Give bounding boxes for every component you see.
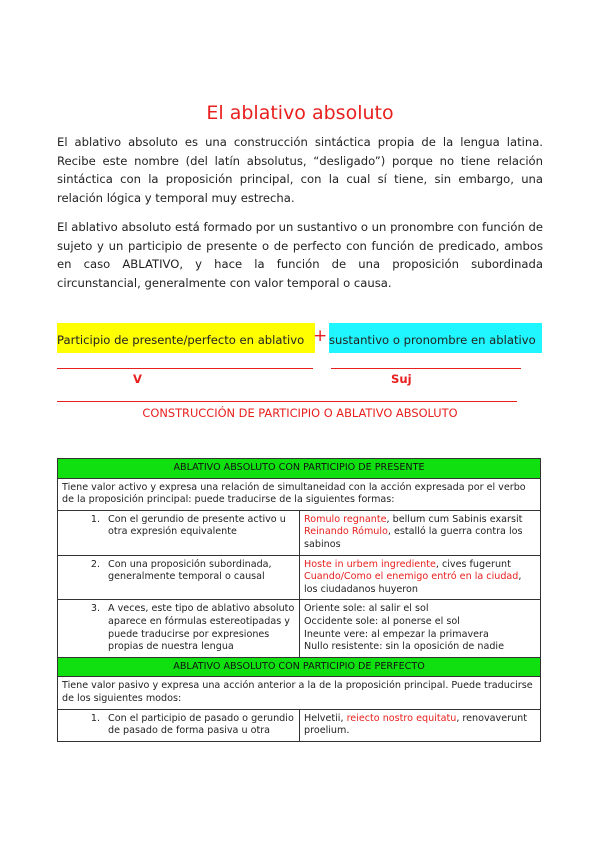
table-row [58, 555, 541, 600]
perfect-description: Tiene valor pasivo y expresa una acción anterior a la de la proposición principal. Puede traducirse de los siguientes modos: [58, 677, 541, 709]
row-description: Con una proposición subordinada, generalmente temporal o causal [108, 558, 272, 583]
perfect-header: ABLATIVO ABSOLUTO CON PARTICIPIO DE PERFECTO [58, 657, 541, 677]
present-description: Tiene valor activo y expresa una relación de simultaneidad con la acción expresada por el verbo de la proposición principal: puede traducirse de la siguientes formas: [58, 478, 541, 510]
example-latin-rest: , bellum cum Sabinis exarsit [386, 513, 523, 525]
row-number: 1. [90, 513, 100, 525]
ablative-table [57, 458, 541, 742]
row-number: 3. [90, 603, 100, 615]
page-title: El ablativo absoluto [206, 102, 394, 124]
row-example [300, 510, 541, 555]
formula-line: Oriente sole: al salir el sol [304, 603, 429, 615]
table-row [58, 709, 541, 741]
row-description: Con el participio de pasado o gerundio de pasado de forma pasiva u otra [108, 712, 294, 737]
row-number: 2. [90, 558, 100, 570]
example-latin-start: Helvetii, [304, 712, 347, 724]
verb-label: V [133, 372, 142, 386]
noun-highlight: sustantivo o pronombre en ablativo [329, 323, 542, 353]
construction-underline [57, 401, 517, 402]
plus-sign: + [313, 326, 328, 346]
example-latin-rest: , cives fugerunt [435, 558, 511, 570]
example-latin-highlight: Romulo regnante [304, 513, 387, 525]
row-example [300, 709, 541, 741]
example-translation-rest: , los ciudadanos huyeron [304, 571, 522, 595]
row-description: A veces, este tipo de ablativo absoluto aparece en fórmulas estereotipadas y puede traducirse por expresiones propias de nuestra lengua [108, 603, 295, 653]
example-latin-rest: , renovaverunt proelium. [304, 712, 528, 737]
participle-highlight: Participio de presente/perfecto en ablativo [57, 323, 315, 353]
formula-line: Ineunte vere: al empezar la primavera [304, 628, 489, 640]
verb-underline [57, 368, 313, 369]
formula-line: Nullo resistente: sin la oposición de nadie [304, 641, 504, 653]
example-translation-rest: , estalló la guerra contra los sabinos [304, 526, 523, 550]
subject-underline [331, 368, 521, 369]
example-translation-highlight: Reinando Rómulo [304, 526, 388, 538]
example-latin-highlight: Hoste in urbem ingrediente [304, 558, 436, 570]
row-example [300, 555, 541, 600]
construction-label: CONSTRUCCIÓN DE PARTICIPIO O ABLATIVO ABSOLUTO [142, 406, 458, 420]
table-row [58, 600, 541, 657]
subject-label: Suj [391, 372, 412, 386]
example-latin-highlight: reiecto nostro equitatu [346, 712, 457, 724]
row-number: 1. [90, 712, 100, 724]
example-translation-highlight: Cuando/Como el enemigo entró en la ciudad [304, 571, 519, 583]
present-header: ABLATIVO ABSOLUTO CON PARTICIPIO DE PRESENTE [58, 459, 541, 479]
formula-line: Occidente sole: al ponerse el sol [304, 615, 460, 627]
row-description: Con el gerundio de presente activo u otra expresión equivalente [108, 513, 286, 538]
row-example [300, 600, 541, 657]
table-row [58, 510, 541, 555]
intro-paragraph-1: El ablativo absoluto es una construcción sintáctica propia de la lengua latina. Recibe este nombre (del latín absolutus, “desligado”) porque no tiene relación sintáctica con la proposición principal, con la cual sí tiene, sin embargo, una relación lógica y temporal muy estrecha. [57, 135, 543, 205]
intro-paragraph-2: El ablativo absoluto está formado por un sustantivo o un pronombre con función de sujeto y un participio de presente o de perfecto con función de predicado, ambos en caso ABLATIVO, y hace la función de una proposición subordinada circunstancial, generalmente con valor temporal o causa. [57, 220, 543, 290]
